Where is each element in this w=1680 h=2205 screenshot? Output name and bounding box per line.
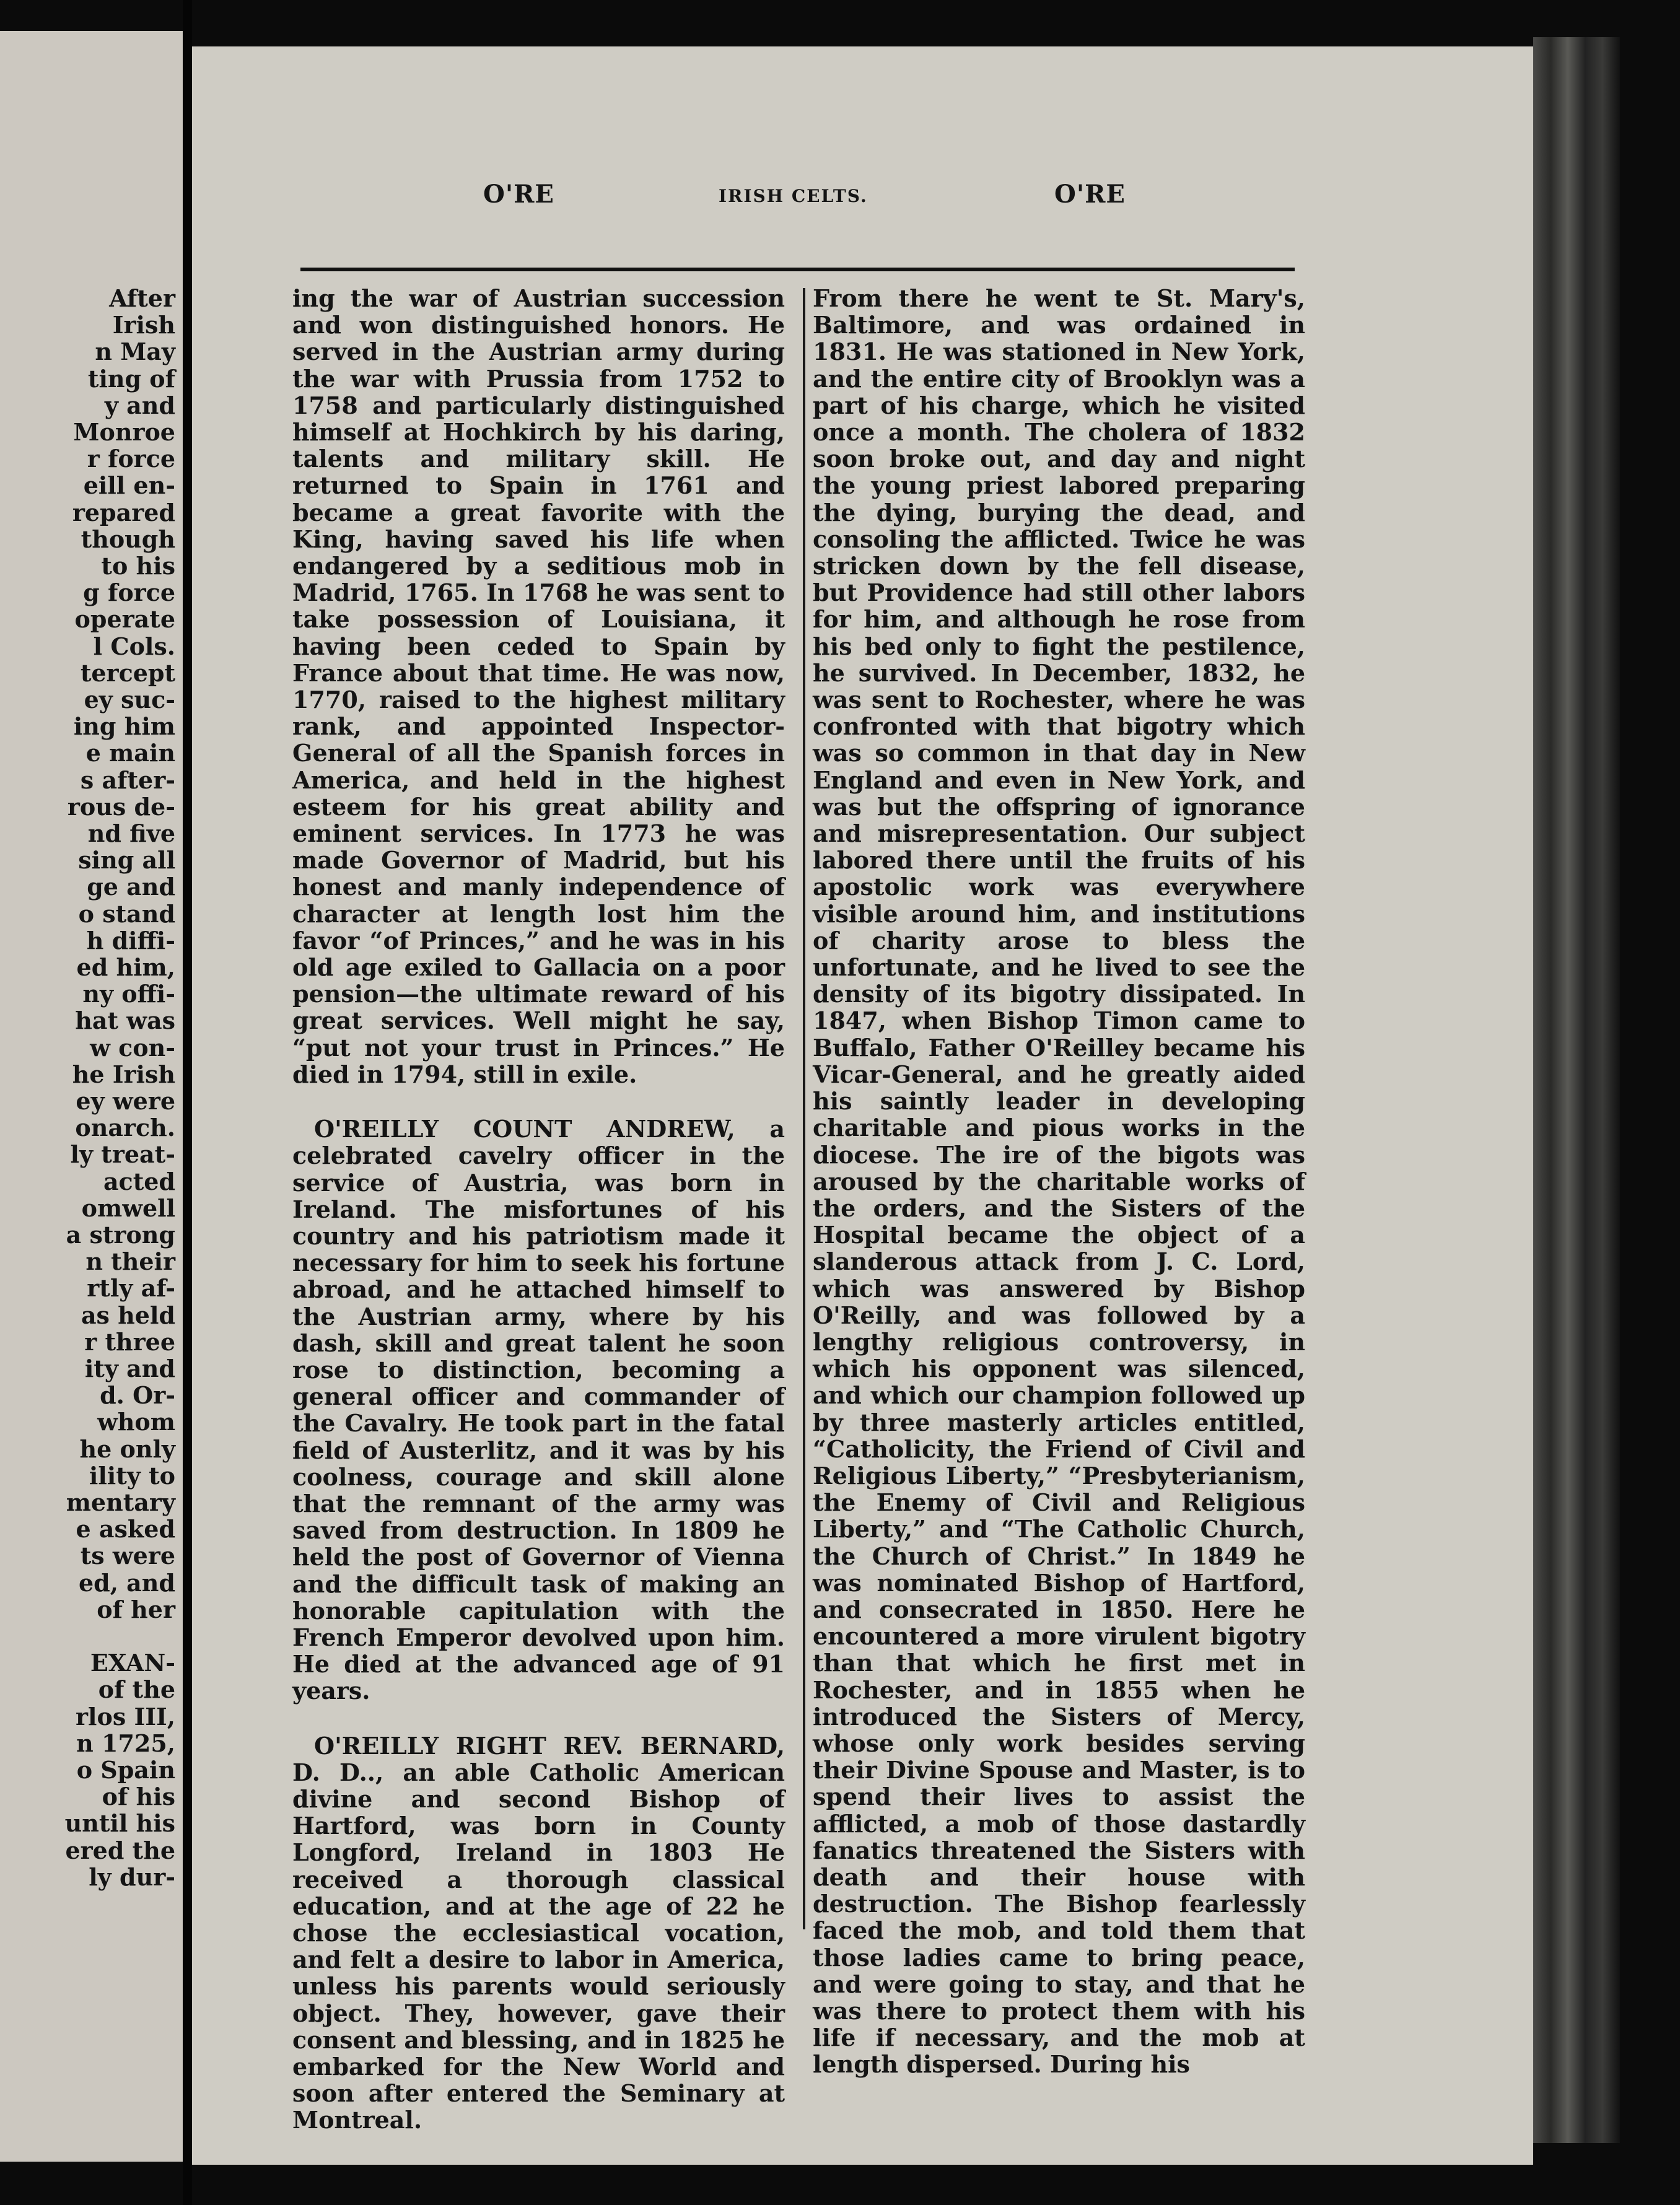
header-rule: [300, 268, 1295, 271]
facing-page-line: ility to: [89, 1461, 175, 1490]
facing-page-line: y and: [104, 391, 175, 419]
facing-page-line: Monroe: [73, 418, 175, 446]
facing-page-line: ting of: [87, 364, 175, 393]
facing-page-line: until his: [64, 1809, 175, 1838]
facing-page-line: e main: [85, 739, 175, 767]
paragraph-continued: ing the war of Austrian succession and won distinguished honors. He served in the Austrian army during the war with Prussia from 1752 to 1758 and particularly distinguished himself at Hochkirch by his daring, talents and military skill. He returned to Spain in 1761 and became a great favorite with the King, having saved his life when endangered by a seditious mob in Madrid, 1765. In 1768 he was sent to take possession of Louisiana, it having been ceded to Spain by France about that time. He was now, 1770, raised to the highest military rank, and appointed Inspector-General of all the Spanish forces in America, and held in the highest esteem for his great ability and eminent services. In 1773 he was made Governor of Madrid, but his honest and manly independence of character at length lost him the favor “of Princes,” and he was in his old age exiled to Gallacia on a poor pension—the ultimate reward of his great services. Well might he say, “put not your trust in Princes.” He died in 1794, still in exile.: [292, 284, 785, 1088]
facing-page-line: ey suc-: [84, 686, 175, 714]
facing-page-line: After: [109, 284, 175, 312]
facing-page-line: w con-: [90, 1033, 175, 1062]
facing-page-line: ny offi-: [82, 980, 175, 1008]
facing-page-line: ed him,: [76, 953, 175, 981]
facing-page-line: repared: [72, 498, 175, 526]
facing-page-line: hat was: [75, 1006, 175, 1035]
facing-page-line: tercept: [80, 658, 175, 687]
facing-page-line: of her: [97, 1595, 175, 1623]
facing-page-line: Irish: [112, 311, 175, 339]
facing-page-line: r force: [87, 445, 175, 473]
facing-page-line: EXAN-: [90, 1649, 175, 1677]
facing-page-line: omwell: [81, 1194, 175, 1222]
facing-page-line: rlos III,: [76, 1702, 175, 1731]
facing-page-line: he only: [79, 1434, 175, 1463]
facing-page-line: though: [81, 525, 175, 553]
facing-page-line: l Cols.: [93, 632, 175, 660]
facing-page-line: to his: [101, 552, 175, 580]
facing-page-fragment: [0, 31, 183, 2162]
column-left: [292, 285, 785, 2134]
facing-page-line: n their: [85, 1247, 175, 1276]
running-head-left: O'RE: [483, 180, 554, 209]
facing-page-line: mentary: [66, 1488, 175, 1516]
running-head-title: IRISH CELTS.: [719, 186, 868, 206]
facing-page-line: eill en-: [83, 471, 175, 500]
paragraph-continued: From there he went te St. Mary's, Baltimore, and was ordained in 1831. He was stationed in New York, and the entire city of Brooklyn was a part of his charge, which he visited once a month. The cholera of 1832 soon broke out, and day and night the young priest labored preparing the dying, burying the dead, and consoling the afflicted. Twice he was stricken down by the fell disease, but Providence had still other labors for him, and although he rose from his bed only to fight the pestilence, he survived. In December, 1832, he was sent to Rochester, where he was confronted with that bigotry which was so common in that day in New England and even in New York, and was but the offspring of ignorance and misrepresentation. Our subject labored there until the fruits of his apostolic work was everywhere visible around him, and institutions of charity arose to bless the unfortunate, and he lived to see the density of its bigotry dissipated. In 1847, when Bishop Timon came to Buffalo, Father O'Reilley became his Vicar-General, and he greatly aided his saintly leader in developing charitable and pious works in the diocese. The ire of the bigots was aroused by the charitable works of the orders, and the Sisters of the Hospital became the object of a slanderous attack from J. C. Lord, which was answered by Bishop O'Reilly, and was followed by a lengthy religious controversy, in which his opponent was silenced, and which our champion followed up by three masterly articles entitled, “Catholicity, the Friend of Civil and Religious Liberty,” “Presbyterianism, the Enemy of Civil and Religious Liberty,” and “The Catholic Church, the Church of Christ.” In 1849 he was nominated Bishop of Hartford, and consecrated in 1850. Here he encountered a more virulent bigotry than that which he first met in Rochester, and in 1855 when he introduced the Sisters of Mercy, whose only work besides serving their Divine Spouse and Master, is to spend their lives to assist the afflicted, a mob of those dastardly fanatics threatened the Sisters with death and their house with destruction. The Bishop fearlessly faced the mob, and told them that those ladies came to bring peace, and were going to stay, and that he was there to protect them with his life if necessary, and the mob at length dispersed. During his: [813, 284, 1305, 2079]
page-edge: [1533, 37, 1620, 2143]
facing-page-line: ge and: [87, 873, 175, 901]
facing-page-line: o stand: [78, 899, 175, 928]
facing-page-line: operate: [74, 605, 175, 634]
facing-page-line: of the: [98, 1675, 175, 1704]
running-head-right: O'RE: [1054, 180, 1126, 209]
facing-page-line: of his: [102, 1783, 175, 1811]
facing-page-line: acted: [103, 1167, 175, 1195]
facing-page-line: ts were: [80, 1542, 175, 1570]
facing-page-line: rtly af-: [87, 1274, 175, 1303]
facing-page-line: whom: [97, 1408, 175, 1436]
facing-page-line: ey were: [76, 1087, 175, 1115]
entry-oreilly-count-andrew: O'REILLY COUNT ANDREW, a celebrated cavelry officer in the service of Austria, was born in Ireland. The misfortunes of his country and his patriotism made it necessary for him to seek his fortune abroad, and he attached himself to the Austrian army, where by his dash, skill and great talent he soon rose to distinction, becoming a general officer and commander of the Cavalry. He took part in the fatal field of Austerlitz, and it was by his coolness, courage and skill alone that the remnant of the army was saved from destruction. In 1809 he held the post of Governor of Vienna and the difficult task of making an honorable capitulation with the French Emperor devolved upon him. He died at the advanced age of 91 years.: [292, 1115, 785, 1705]
facing-page-line: n May: [95, 338, 175, 366]
facing-page-line: onarch.: [75, 1114, 175, 1142]
facing-page-line: sing all: [78, 846, 175, 875]
facing-page-line: nd five: [87, 819, 175, 847]
facing-page-line: as held: [81, 1301, 175, 1329]
facing-page-line: ed, and: [78, 1568, 175, 1597]
facing-page-line: ered the: [65, 1836, 175, 1864]
facing-page-line: ly dur-: [89, 1862, 175, 1891]
facing-page-line: ing him: [73, 712, 175, 741]
entry-oreilly-bernard: O'REILLY RIGHT REV. BERNARD, D. D.., an able Catholic American divine and second Bishop of Hartford, was born in County Longford, Ireland in 1803 He received a thorough classical education, and at the age of 22 he chose the ecclesiastical vocation, and felt a desire to labor in America, unless his parents would seriously object. They, however, gave their consent and blessing, and in 1825 he embarked for the New World and soon after entered the Seminary at Montreal.: [292, 1731, 785, 2134]
facing-page-line: ity and: [84, 1355, 175, 1382]
facing-page-line: g force: [83, 579, 175, 607]
facing-page-line: he Irish: [72, 1060, 175, 1088]
facing-page-line: d. Or-: [100, 1381, 175, 1410]
facing-page-line: ly treat-: [70, 1140, 175, 1169]
facing-page-line: a strong: [66, 1221, 175, 1249]
book-gutter: [183, 0, 192, 2205]
column-divider: [803, 288, 805, 1929]
facing-page-line: s after-: [80, 766, 175, 794]
facing-page-line: h diffi-: [86, 926, 175, 954]
column-right: [813, 285, 1305, 2078]
facing-page-line: rous de-: [67, 792, 175, 821]
facing-page-line: n 1725,: [76, 1729, 175, 1757]
facing-page-line: o Spain: [76, 1756, 175, 1784]
facing-page-line: r three: [84, 1327, 175, 1356]
facing-page-line: e asked: [76, 1515, 175, 1544]
